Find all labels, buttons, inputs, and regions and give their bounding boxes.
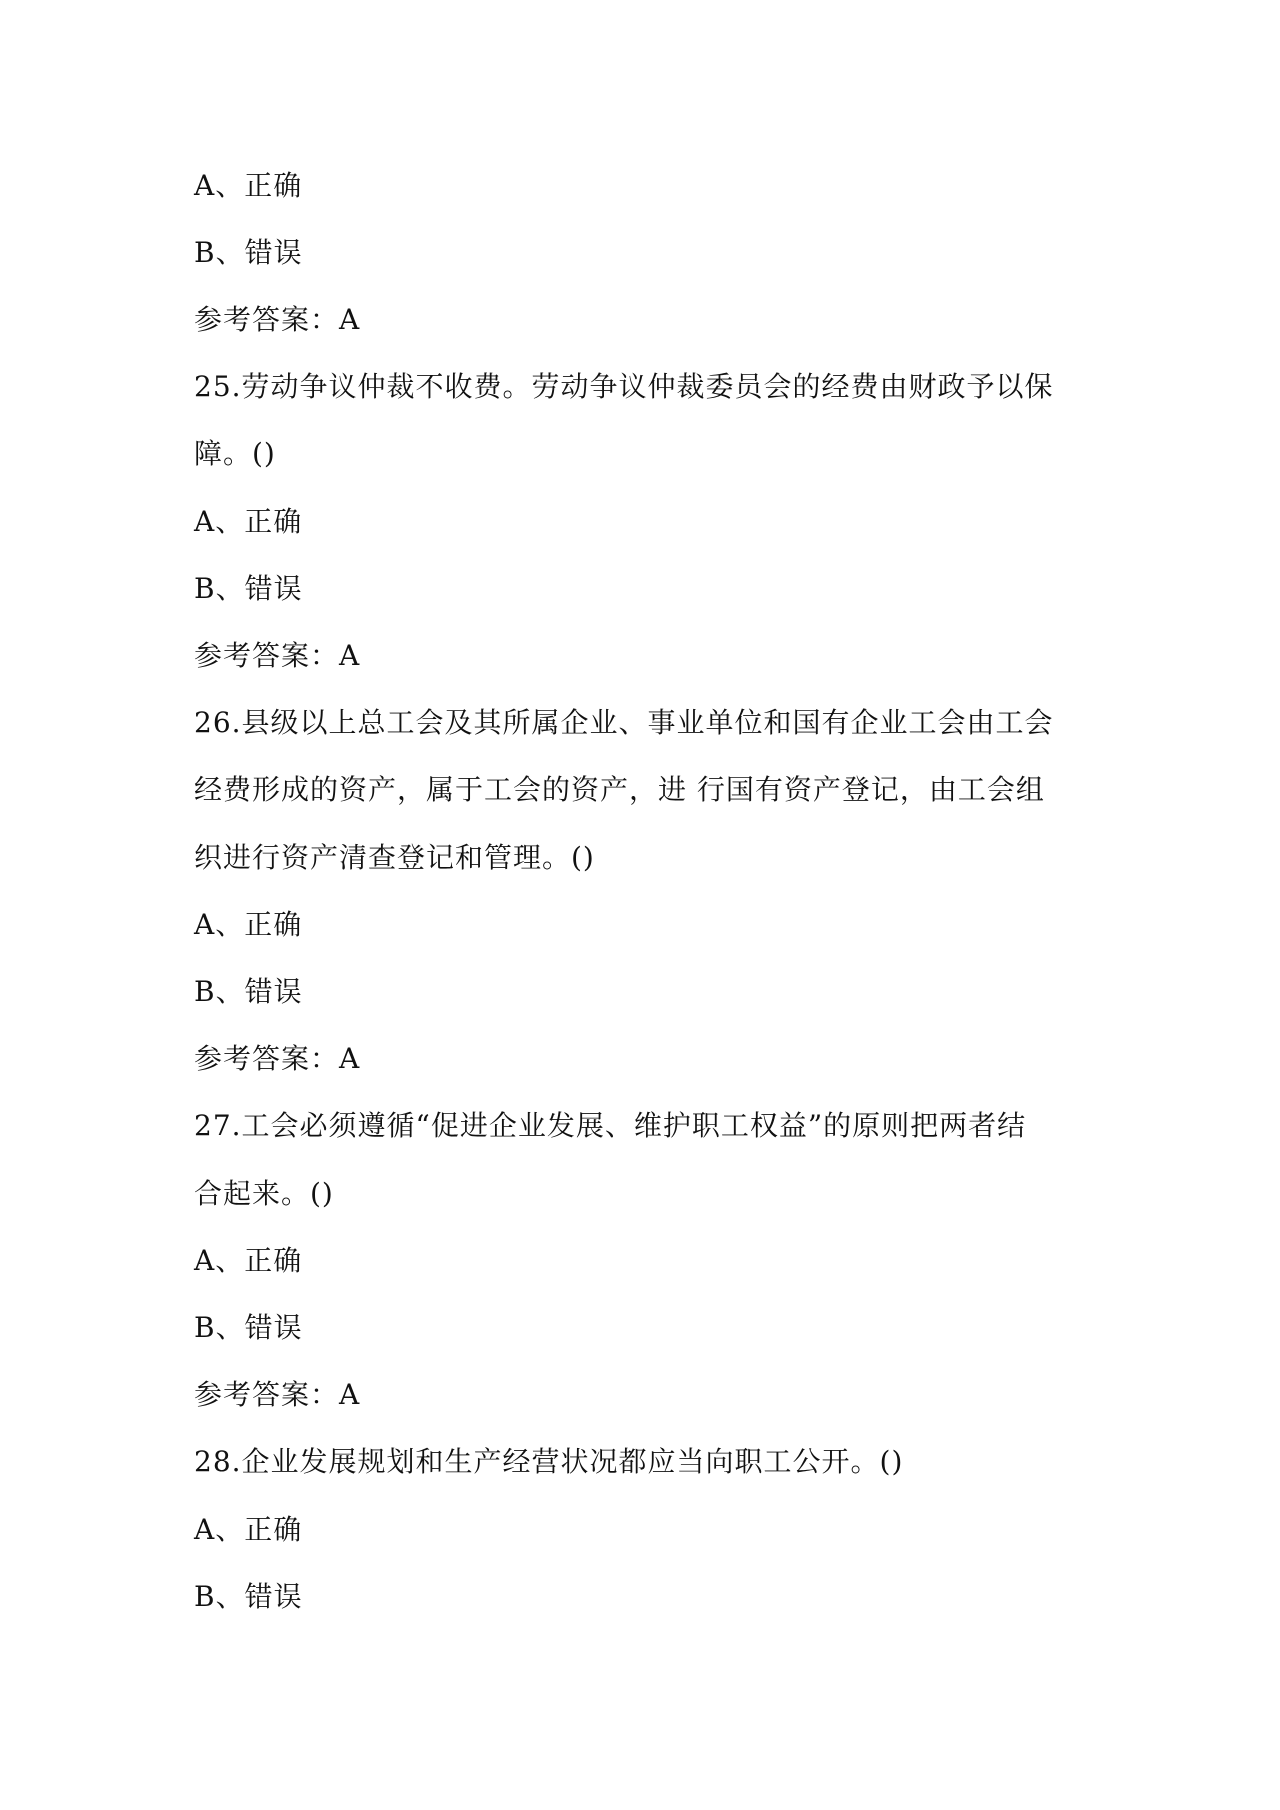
answer-q26: 参考答案：A <box>194 1042 361 1075</box>
option-a-q28: A、正确 <box>194 1513 303 1546</box>
option-b-q26: B、错误 <box>194 975 303 1008</box>
question-25-line-1: 25.劳动争议仲裁不收费。劳动争议仲裁委员会的经费由财政予以保 <box>194 370 1054 403</box>
option-a-q26: A、正确 <box>194 908 303 941</box>
question-25-line-2: 障。() <box>194 437 276 470</box>
answer-q27: 参考答案：A <box>194 1378 361 1411</box>
option-b-q24: B、错误 <box>194 236 303 269</box>
answer-q25: 参考答案：A <box>194 639 361 672</box>
question-26-line-1: 26.县级以上总工会及其所属企业、事业单位和国有企业工会由工会 <box>194 706 1054 739</box>
question-26-line-2: 经费形成的资产，属于工会的资产，进 行国有资产登记，由工会组 <box>194 773 1045 806</box>
option-a-q25: A、正确 <box>194 505 303 538</box>
question-28-line-1: 28.企业发展规划和生产经营状况都应当向职工公开。() <box>194 1445 904 1478</box>
question-27-line-2: 合起来。() <box>194 1177 334 1210</box>
question-26-line-3: 织进行资产清查登记和管理。() <box>194 841 595 874</box>
answer-q24: 参考答案：A <box>194 303 361 336</box>
option-b-q25: B、错误 <box>194 572 303 605</box>
question-27-line-1: 27.工会必须遵循“促进企业发展、维护职工权益”的原则把两者结 <box>194 1109 1027 1142</box>
option-b-q28: B、错误 <box>194 1580 303 1613</box>
option-b-q27: B、错误 <box>194 1311 303 1344</box>
option-a-q24: A、正确 <box>194 169 303 202</box>
option-a-q27: A、正确 <box>194 1244 303 1277</box>
